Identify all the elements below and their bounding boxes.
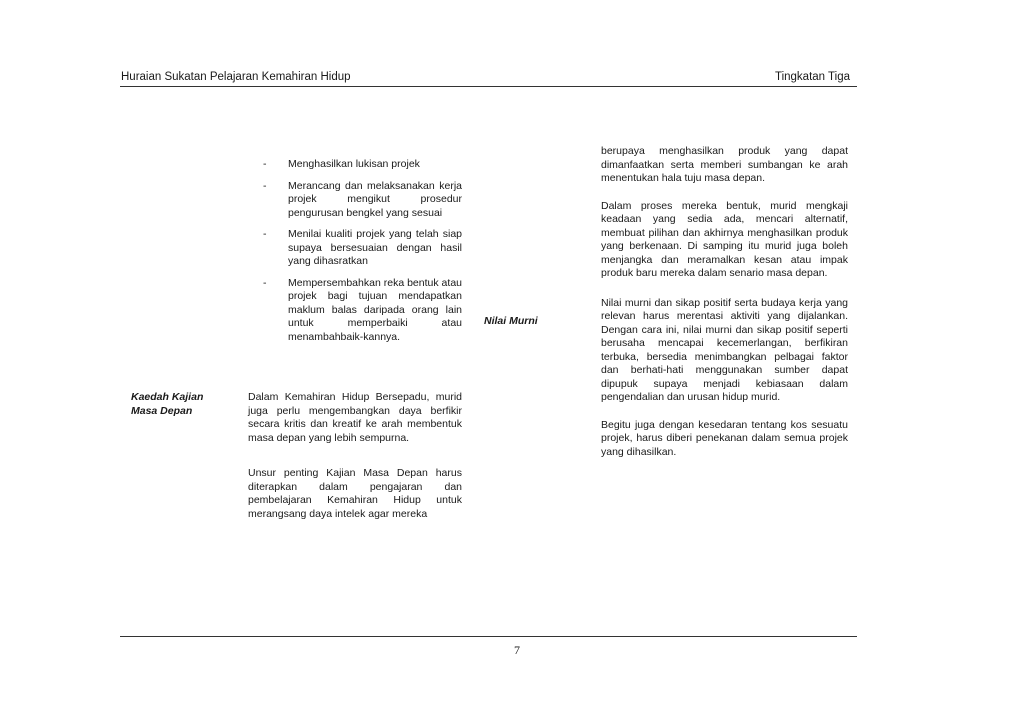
bullet-marker: - [263,179,267,192]
label-line: Kaedah Kajian [131,391,204,403]
paragraph: Dalam proses mereka bentuk, murid mengkaji keadaan yang sedia ada, mencari alternatif, membuat pilihan dan akhirnya menghasilkan produk yang berkenaan. Di samping itu murid juga boleh menjangka dan meramalkan kesan atau impak produk baru mereka dalam senario masa depan. [601,199,848,279]
paragraph: Unsur penting Kajian Masa Depan harus diterapkan dalam pengajaran dan pembelajaran Kemahiran Hidup untuk merangsang daya intelek agar mereka [248,467,462,520]
footer-divider [120,636,857,637]
bullet-text: Menghasilkan lukisan projek [288,158,420,170]
document-title: Huraian Sukatan Pelajaran Kemahiran Hidup [121,71,351,83]
list-item [263,158,462,172]
paragraph: Dalam Kemahiran Hidup Bersepadu, murid juga perlu mengembangkan daya berfikir secara kritis dan kreatif ke arah membentuk masa depan yang lebih sempurna. [248,391,462,444]
bullet-text: Mempersembahkan reka bentuk atau projek bagi tujuan mendapatkan maklum balas daripada orang lain untuk memperbaiki atau menambahbaik-kannya. [288,276,462,343]
section-label-nilai-murni: Nilai Murni [484,315,538,327]
list-item [263,228,462,269]
paragraph: Nilai murni dan sikap positif serta budaya kerja yang relevan harus merentasi aktiviti yang dijalankan. Dengan cara ini, nilai murni dan sikap positif seperti berusaha mencapai kecemerlangan, berfikiran terbuka, bersedia menimbangkan pelbagai faktor dan berhati-hati menggunakan sumber dapat dipupuk supaya menjadi kebiasaan dalam pengendalian dan urusan hidup murid. [601,296,848,403]
list-item [263,277,462,345]
kaedah-content [248,391,462,521]
bullet-text: Merancang dan melaksanakan kerja projek mengikut prosedur pengurusan bengkel yang sesuai [288,179,462,219]
list-item [263,180,462,221]
paragraph: berupaya menghasilkan produk yang dapat dimanfaatkan serta memberi sumbangan ke arah menentukan hala tuju masa depan. [601,145,848,184]
header-divider [120,86,857,87]
bullet-marker: - [263,228,267,240]
bullet-marker: - [263,158,267,170]
page-number: 7 [514,643,520,657]
right-column-content [601,145,848,459]
bullet-list [263,158,462,352]
form-level: Tingkatan Tiga [774,71,850,83]
bullet-marker: - [263,276,267,289]
bullet-text: Menilai kualiti projek yang telah siap supaya bersesuaian dengan hasil yang dihasratkan [288,228,462,267]
paragraph: Begitu juga dengan kesedaran tentang kos sesuatu projek, harus diberi penekanan dalam semua projek yang dihasilkan. [601,418,848,458]
section-label-kaedah [131,391,231,418]
label-line: Masa Depan [131,404,193,417]
